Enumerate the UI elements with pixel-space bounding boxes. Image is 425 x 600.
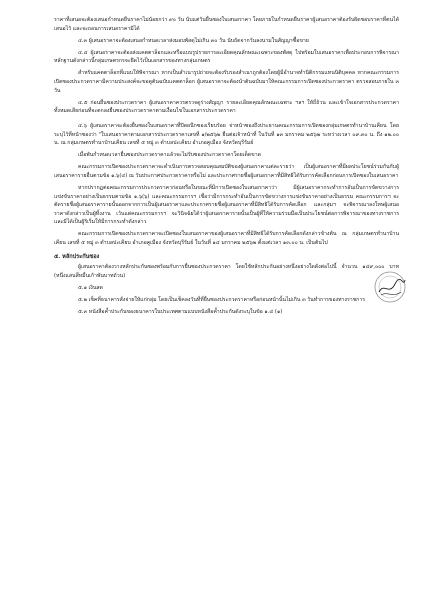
paragraph-4-3: ๔.๓ ผู้เสนอราคาจะต้องเสนอกำหนดเวลาส่งมอบพัสดุไม่เกิน ๓๐ วัน นับถัดจากวันลงนามในสัญญาซื้อขาย (78, 37, 309, 44)
section-5-heading: ๕. หลักประกันซอง (54, 253, 100, 260)
paragraph-4-6: ๔.๖ ผู้เสนอราคาจะต้องยื่นซองใบเสนอราคาที่ปิดผนึกซองเรียบร้อย จ่าหน้าซองถึงประธานคณะกรรมการเปิดซองกลุ่มเกษตรทำนาบ้านเคียน โดยระบุไว้ที่หน้าซองว่า "ใบเสนอราคาตามเอกสารประกวดราคาเลขที่ ๑/๒๕๖๒ ยื่นต่อเจ้าหน้าที่ ในวันที่ ๑๓ มกราคม ๒๕๖๒ ระหว่างเวลา ๐๙.๓๐ น. ถึง ๑๒.๐๐ น. ณ กลุ่มเกษตรทำนาบ้านเคียน เลขที่ ๕ หมู่ ๓ ตำบลปะเคียบ อำเภอคูเมือง จังหวัดบุรีรัมย์ (54, 122, 399, 147)
paragraph-catalog: สำหรับแคตตาล็อกที่แนบให้พิจารณา หากเป็นสำเนารูปถ่ายจะต้องรับรองสำเนาถูกต้องโดยผู้มีอำนาจทำนิติกรรมแทนนิติบุคคล หากคณะกรรมการเปิดซองประกวดราคามีความประสงค์จะขอดูต้นฉบับแคตตาล็อก ผู้เสนอราคาจะต้องนำต้นฉบับมาให้คณะกรรมการเปิดซองประกวดราคา ตรวจสอบภายใน ๓ วัน (54, 70, 399, 94)
official-seal-icon (371, 268, 409, 306)
paragraph-deadline: เมื่อพ้นกำหนดเวลายื่นซองประกวดราคาแล้วจะไม่รับซองประกวดราคาโดยเด็ดขาด (78, 152, 262, 159)
section-5-3: ๕.๓ หนังสือค้ำประกันของธนาคารในประเทศตามแบบหนังสือค้ำประกันดังระบุในข้อ ๑.๔ (๑) (78, 309, 283, 316)
paragraph-committee-check: คณะกรรมการเปิดซองประกวดราคาจะดำเนินการตรวจสอบคุณสมบัติของผู้เสนอราคาแต่ละรายว่า เป็นผู้เสนอราคาที่มีผลประโยชน์ร่วมกันกับผู้เสนอราคารายอื่นตามข้อ ๑.๖(๔) ณ วันประกาศประกวดราคาหรือไม่ และประกาศรายชื่อผู้เสนอราคาที่มีสิทธิได้รับการคัดเลือกก่อนการเปิดซองใบเสนอราคา (54, 164, 399, 179)
section-5-2: ๕.๒ เช็คที่ธนาคารสั่งจ่ายให้แก่กลุ่ม โดยเป็นเช็คลงวันที่ที่ยื่นซองประกวดราคาหรือก่อนหน้านั้นไม่เกิน ๓ วันทำการของทางราชการ (78, 297, 366, 304)
section-5-1: ๕.๑ เงินสด (78, 284, 103, 291)
paragraph-4-4: ๔.๔ ผู้เสนอราคาจะต้องส่งแคตตาล็อกและหรือแบบรูปรายการละเอียดคุณลักษณะเฉพาะของพัสดุ ไปพร้อมใบเสนอราคาเพื่อประกอบการพิจารณา หลักฐานดังกล่าวนี้กลุ่มเกษตรกรจะยึดไว้เป็นเอกสารของทางกลุ่มเกษตร (54, 49, 399, 65)
paragraph-price-validity: ราคาที่เสนอจะต้องเสนอกำหนดยืนราคาไม่น้อยกว่า ๙๐ วัน นับแต่วันยื่นซองใบเสนอราคา โดยภายในกำหนดยืนราคาผู้เสนอราคาต้องรับผิดชอบราคาที่ตนได้เสนอไว้ และจะถอนการเสนอราคามิได้ (54, 17, 399, 32)
paragraph-4-5: ๔.๕ ก่อนยื่นซองประกวดราคา ผู้เสนอราคาควรตรวจดูร่างสัญญา รายละเอียดคุณลักษณะเฉพาะ ฯลฯ ให้ถี่ถ้วน และเข้าใจเอกสารประกวดราคาทั้งหมดเสียก่อนที่จะตกลงยื่นซองประกวดราคาตามเงื่อนไขในเอกสารประกวดราคา (54, 99, 399, 115)
paragraph-misconduct: หากปรากฏต่อคณะกรรมการประกวดราคาก่อนหรือในขณะที่มีการเปิดซองใบเสนอราคาว่า มีผู้เสนอราคากระทำการอันเป็นการขัดขวางการแข่งขันราคาอย่างเป็นธรรมตามข้อ ๑.๖(๖) และคณะกรรมการฯ เชื่อว่ามีการกระทำอันเป็นการขัดขวางการแข่งขันราคาอย่างเป็นธรรม คณะกรรมการฯ จะตัดรายชื่อผู้เสนอราคารายนั้นออกจากการเป็นผู้เสนอราคาและประกาศรายชื่อผู้เสนอราคาที่มีสิทธิได้รับการคัดเลือก และกลุ่มฯ จะพิจารณาลงโทษผู้เสนอราคาดังกล่าวเป็นผู้ทิ้งงาน เว้นแต่คณะกรรมการฯ จะวินิจฉัยได้ว่าผู้เสนอราคารายนั้นเป็นผู้ที่ให้ความร่วมมือเป็นประโยชน์ต่อการพิจารณาของทางราชการ และมิได้เป็นผู้ริเริ่มให้มีการกระทำดังกล่าว (54, 185, 399, 226)
paragraph-opening: คณะกรรมการเปิดซองประกวดราคาจะเปิดซองใบเสนอราคาของผู้เสนอราคาที่มีสิทธิได้รับการคัดเลือกดังกล่าวข้างต้น ณ กลุ่มเกษตรทำนาบ้านเคียน เลขที่ ๕ หมู่ ๓ ตำบลปะเคียบ อำเภอคูเมือง จังหวัดบุรีรัมย์ ในวันที่ ๑๔ มกราคม ๒๕๖๒ ตั้งแต่เวลา ๑๓.๐๐ น. เป็นต้นไป (54, 231, 399, 247)
section-5-intro: ผู้เสนอราคาต้องวางหลักประกันซองพร้อมกับการยื่นซองประกวดราคา โดยใช้หลักประกันอย่างหนึ่งอย่างใดดังต่อไปนี้ จำนวน ๑๔๙,๐๐๐ บาท (หนึ่งแสนสี่หมื่นเก้าพันบาทถ้วน) (54, 264, 399, 279)
